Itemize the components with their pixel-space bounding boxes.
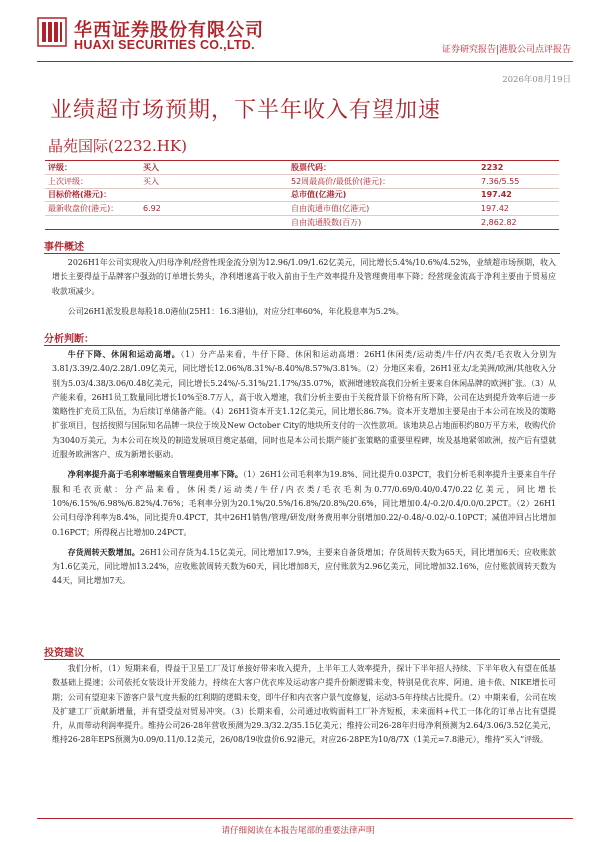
header-divider (37, 61, 573, 62)
table-row (45, 216, 559, 230)
analysis-heading-3: 存货周转天数增加。 (67, 547, 140, 557)
table-row (45, 202, 559, 216)
report-type: 证券研究报告|港股公司点评报告 (441, 45, 571, 55)
company-logo (37, 17, 67, 47)
table-row (45, 161, 559, 175)
info-value: 7.36/5.55 (478, 174, 559, 188)
brand-name-cn: 华西证券股份有限公司 (74, 20, 264, 41)
info-label: 上次评级： (45, 174, 140, 188)
section-heading-events: 事件概述 (44, 242, 84, 253)
analysis-body (52, 348, 556, 589)
analysis-paragraph-2 (52, 468, 556, 539)
info-label: 自由流通市值(亿港元) (288, 202, 478, 216)
analysis-paragraph-1 (52, 348, 556, 462)
section-heading-analysis: 分析判断： (44, 334, 94, 345)
info-label: 股票代码： (288, 161, 478, 175)
info-label: 总市值(亿港元) (288, 188, 478, 202)
analysis-text-2: （1）26H1公司毛利率为19.8%、同比提升0.03PCT，我们分析毛利率提升主要来自牛仔服和毛衣贡献：分产品来看，休闲类/运动类/牛仔/内衣类/毛衣毛利为0.77/0.69/0.40/0.47/0.22亿美元，同比增长10%/6.15%/6.98%/6.82%/4.76%；毛利率分别为20.1%/20.5%/16.8%/20.8%/20.6%，同比增加0.4/-0.2/0.4/0.0/0.2PCT。（2）26H1公司归母净利率为8.4%，同比提升0.4PCT，其中26H1销售/管理/研发/财务费用率分别增加0.22/-0.48/-0.02/-0.10PCT；减值冲回占比增加0.16PCT；所得税占比增加0.24PCT。 (52, 470, 556, 537)
info-label: 目标价格(港元)： (45, 188, 140, 202)
info-value (140, 216, 288, 230)
events-body (52, 256, 556, 319)
analysis-heading-1: 牛仔下降、休闲和运动高增。 (67, 350, 181, 359)
info-value (140, 188, 288, 202)
analysis-text-3: 26H1公司存货为4.15亿美元，同比增加17.9%，主要来自备货增加；存货周转天数为65天，同比增加6天；应收账款为1.6亿美元，同比增加13.24%，应收账款周转天数为60天，同比增加8天，应付账款为2.96亿美元，同比增加32.16%，应付账款周转天数为44天，同比增加7天。 (52, 547, 556, 586)
info-value: 197.42 (478, 202, 559, 216)
section-heading-advice: 投资建议 (44, 648, 84, 659)
advice-paragraph-1: 我们分析，（1）短期来看，得益于卫星工厂及订单接好带来收入提升，上半年工人效率提升，探计下半年招人持续、下半年收入有望在低基数基础上提速；公司依托女装设计开发能力，持续在大客户优衣库及运动客户提升份额逻辑未变，特别是优衣库、阿迪、迪卡侬、NIKE增长可期；公司有望迎来下游客户景气度共振的红利期的逻辑未变，即牛仔和内衣客户景气度修复，运动3-5年持续占比提升。（2）中期来看，公司在埃及扩建工厂贡献新增量，并有望受益对贸易冲突。（3）长期来看，公司通过收购面料工厂补齐短板，未来面料+代工一体化的订单占比有望提升，从而带动利润率提升。维持公司26-28年营收预测为29.3/32.2/35.15亿美元；维持公司26-28年归母净利预测为2.64/3.06/3.52亿美元，维持26-28年EPS预测为0.09/0.11/0.12美元，26/08/19收盘价6.92港元，对应26-28PE为10/8/7X（1美元=7.8港元），维持“买入”评级。 (52, 664, 556, 745)
info-label: 评级： (45, 161, 140, 175)
events-paragraph-1: 2026H1年公司实现收入/归母净利/经营性现金流分别为12.96/1.09/1.62亿美元，同比增长5.4%/10.6%/4.52%，业绩超市场预期，收入增长主要得益于品牌客户强劲的订单增长势头，净利增速高于收入前由于生产效率提升及管理费用率下降；经营现金流高于净利主要由于贸易应收款项减少。 (52, 258, 556, 296)
info-value: 2232 (478, 161, 559, 175)
section-divider (44, 659, 560, 660)
info-value: 197.42 (478, 188, 559, 202)
info-value: 2,862.82 (478, 216, 559, 230)
footer-disclaimer: 请仔细阅读在本报告尾部的重要法律声明 (221, 826, 375, 836)
section-divider (44, 253, 560, 254)
brand-name-en: HUAXI SECURITIES CO.,LTD. (74, 38, 255, 52)
table-row (45, 174, 559, 188)
analysis-paragraph-3 (52, 546, 556, 589)
report-date: 2026年08月19日 (502, 75, 571, 85)
footer-divider (37, 818, 573, 819)
info-label: 52周最高价/最低价(港元)： (288, 174, 478, 188)
info-value: 买入 (140, 174, 288, 188)
events-paragraph-2: 公司26H1派发股息每股18.0港仙(25H1：16.3港仙)，对应分红率60%，年化股息率为5.2%。 (67, 306, 404, 316)
info-label: 最新收盘价(港元)： (45, 202, 140, 216)
analysis-heading-2: 净利率提升高于毛利率增幅来自管理费用率下降。 (67, 470, 243, 480)
company-name: 晶苑国际(2232.HK) (48, 137, 187, 155)
info-label: 自由流通股数(百万) (288, 216, 478, 230)
info-value: 买入 (140, 161, 288, 175)
stock-info-table (45, 160, 559, 230)
section-divider (44, 345, 560, 346)
analysis-text-1: （1）分产品来看，牛仔下降、休闲和运动高增：26H1休闲类/运动类/牛仔/内衣类/毛衣收入分别为3.81/3.39/2.40/2.28/1.09亿美元，同比增长12.06%/8.31%/-8.40%/8.57%/3.81%。（2）分地区来看，26H1亚太/北美洲/欧洲/其他收入分别为5.03/4.38/3.06/0.48亿美元，同比增长5.24%/-5.31%/21.17%/35.07%，欧洲增速较高我们分析主要来自休闲品牌的欧洲扩张。（3）从产能来看，26H1员工数量同比增长10%至8.7万人，高于收入增速，我们分析主要由于关税背景下价格有所下降，公司在达到提升效率后进一步策略性扩充员工队伍，为后续订单储备产能。（4）26H1资本开支1.12亿美元，同比增长86.7%。资本开支增加主要是由于本公司在埃及的策略扩张项目，包括按照与国际知名品牌一块位于埃及New October City的地块所支付的一次性款项。该地块总占地面积约80万平方米，收购代价为3040万美元，为本公司在埃及的制造发展项目奠定基础，同时也是本公司长期产能扩张策略的重要里程碑，埃及基地紧邻欧洲，按产后有望就近服务欧洲客户、成为新增长驱动。 (52, 350, 556, 460)
advice-body (52, 662, 556, 748)
table-row (45, 188, 559, 202)
info-label (45, 216, 140, 230)
report-title: 业绩超市场预期，下半年收入有望加速 (50, 98, 442, 123)
info-value: 6.92 (140, 202, 288, 216)
